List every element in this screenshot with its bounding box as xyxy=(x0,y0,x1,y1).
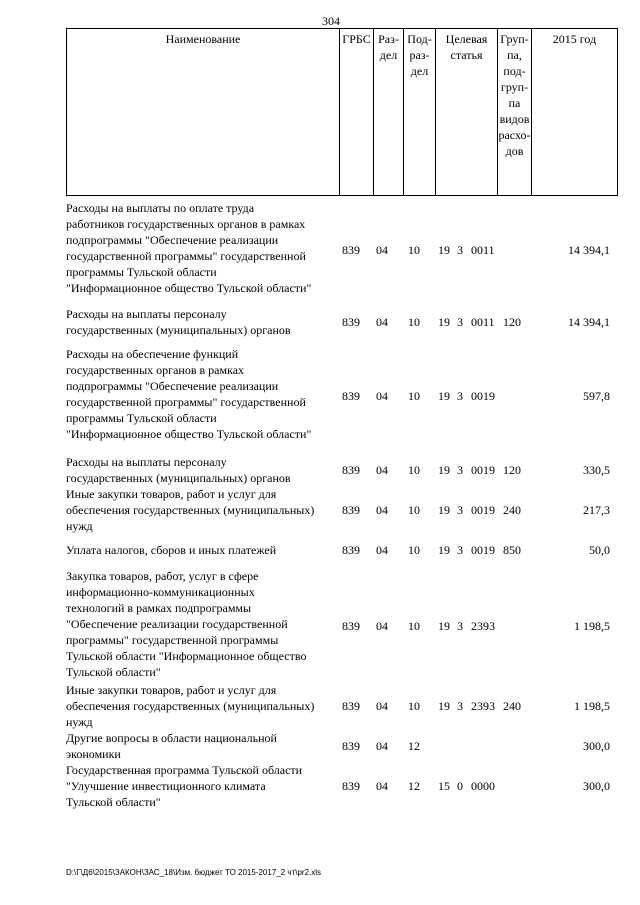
row-name-line: Расходы на выплаты по оплате труда xyxy=(66,201,255,215)
row-razdel: 04 xyxy=(376,779,388,793)
row-name-line: Тульской области "Информационное общество xyxy=(66,649,307,663)
row-amount: 1 198,5 xyxy=(574,619,610,633)
row-name-line: Уплата налогов, сборов и иных платежей xyxy=(66,543,277,557)
row-target-subprogram: 3 xyxy=(457,243,463,257)
row-target-code: 0019 xyxy=(471,543,495,557)
row-razdel: 04 xyxy=(376,463,388,477)
row-target-program: 15 xyxy=(438,779,450,793)
row-expense-group: 240 xyxy=(503,699,521,713)
row-grbs: 839 xyxy=(342,243,360,257)
row-target-subprogram: 3 xyxy=(457,543,463,557)
row-razdel: 04 xyxy=(376,389,388,403)
file-path-footer: D:\Г\Д6\2015\ЗАКОН\ЗАС_18\Изм. бюджет ТО 2015-2017_2 чт\pr2.xls xyxy=(66,868,322,877)
header-podrazdel-line: дел xyxy=(410,64,429,78)
row-target-program: 19 xyxy=(438,315,450,329)
row-name-line: работников государственных органов в рамках xyxy=(66,217,306,231)
row-target-code: 0019 xyxy=(471,463,495,477)
row-name xyxy=(66,730,338,762)
row-target-program: 19 xyxy=(438,543,450,557)
row-name-line: обеспечения государственных (муниципальных) xyxy=(66,503,315,517)
header-year xyxy=(531,29,617,195)
row-target-code: 0011 xyxy=(471,315,495,329)
row-name-line: программы Тульской области xyxy=(66,411,217,425)
row-name-line: обеспечения государственных (муниципальных) xyxy=(66,699,315,713)
row-name-line: Тульской области" xyxy=(66,795,161,809)
row-podrazdel: 10 xyxy=(408,503,420,517)
row-grbs: 839 xyxy=(342,739,360,753)
row-grbs: 839 xyxy=(342,463,360,477)
row-grbs: 839 xyxy=(342,543,360,557)
header-razdel-line: Раз- xyxy=(378,32,399,46)
header-group-line: па xyxy=(508,96,521,110)
row-name-line: государственных органов в рамках xyxy=(66,363,245,377)
row-name-line: программы Тульской области xyxy=(66,265,217,279)
row-target-program: 19 xyxy=(438,503,450,517)
row-razdel: 04 xyxy=(376,315,388,329)
header-group-line: дов xyxy=(505,144,524,158)
row-podrazdel: 10 xyxy=(408,699,420,713)
row-podrazdel: 10 xyxy=(408,463,420,477)
header-group xyxy=(497,29,531,195)
row-name-line: Расходы на обеспечение функций xyxy=(66,347,239,361)
row-name-line: Другие вопросы в области национальной xyxy=(66,731,277,745)
row-name-line: государственных (муниципальных) органов xyxy=(66,323,291,337)
row-name-line: нужд xyxy=(66,715,93,729)
row-name-line: "Обеспечение реализации государственной xyxy=(66,617,288,631)
row-target-code: 0019 xyxy=(471,503,495,517)
header-target-line: статья xyxy=(450,48,483,62)
row-razdel: 04 xyxy=(376,243,388,257)
row-razdel: 04 xyxy=(376,503,388,517)
header-group-line: расхо- xyxy=(498,128,531,142)
row-podrazdel: 12 xyxy=(408,779,420,793)
row-target-program: 19 xyxy=(438,699,450,713)
header-podrazdel xyxy=(403,29,435,195)
row-target-subprogram: 3 xyxy=(457,503,463,517)
row-razdel: 04 xyxy=(376,739,388,753)
row-name-line: государственных (муниципальных) органов xyxy=(66,471,291,485)
row-target-code: 2393 xyxy=(471,699,495,713)
row-podrazdel: 10 xyxy=(408,543,420,557)
row-name-line: Закупка товаров, работ, услуг в сфере xyxy=(66,569,259,583)
row-name-line: государственной программы" государственной xyxy=(66,249,306,263)
row-name-line: Иные закупки товаров, работ и услуг для xyxy=(66,683,277,697)
row-target-code: 0019 xyxy=(471,389,495,403)
row-razdel: 04 xyxy=(376,699,388,713)
header-grbs-label: ГРБС xyxy=(342,32,371,46)
row-name xyxy=(66,762,338,810)
row-target-program: 19 xyxy=(438,463,450,477)
row-target-subprogram: 3 xyxy=(457,699,463,713)
row-name xyxy=(66,346,338,442)
row-amount: 300,0 xyxy=(583,739,610,753)
header-group-line: видов xyxy=(499,112,530,126)
row-target-subprogram: 3 xyxy=(457,389,463,403)
row-name xyxy=(66,568,338,680)
row-grbs: 839 xyxy=(342,779,360,793)
row-target-program: 19 xyxy=(438,243,450,257)
row-name-line: нужд xyxy=(66,519,93,533)
row-name xyxy=(66,486,338,534)
row-expense-group: 850 xyxy=(503,543,521,557)
row-expense-group: 240 xyxy=(503,503,521,517)
row-name-line: экономики xyxy=(66,747,121,761)
row-name-line: "Улучшение инвестиционного климата xyxy=(66,779,266,793)
row-razdel: 04 xyxy=(376,619,388,633)
row-expense-group: 120 xyxy=(503,315,521,329)
header-podrazdel-line: раз- xyxy=(409,48,430,62)
row-target-code: 0000 xyxy=(471,779,495,793)
row-target-subprogram: 3 xyxy=(457,619,463,633)
row-name xyxy=(66,682,338,730)
row-amount: 14 394,1 xyxy=(568,243,610,257)
row-grbs: 839 xyxy=(342,699,360,713)
row-target-code: 2393 xyxy=(471,619,495,633)
header-podrazdel-line: Под- xyxy=(407,32,432,46)
header-grbs xyxy=(339,29,373,195)
row-target-subprogram: 3 xyxy=(457,463,463,477)
row-name-line: программы" государственной программы xyxy=(66,633,279,647)
header-group-line: па, xyxy=(507,48,522,62)
row-target-code: 0011 xyxy=(471,243,495,257)
row-target-program: 19 xyxy=(438,389,450,403)
row-name xyxy=(66,542,338,558)
page-number: 304 xyxy=(322,14,340,28)
row-grbs: 839 xyxy=(342,389,360,403)
header-name xyxy=(67,29,339,195)
row-name-line: информационно-коммуникационных xyxy=(66,585,255,599)
row-target-subprogram: 3 xyxy=(457,315,463,329)
row-target-subprogram: 0 xyxy=(457,779,463,793)
row-amount: 597,8 xyxy=(583,389,610,403)
header-target xyxy=(435,29,497,195)
row-razdel: 04 xyxy=(376,543,388,557)
header-group-line: Груп- xyxy=(500,32,529,46)
row-name-line: Расходы на выплаты персоналу xyxy=(66,307,227,321)
header-target-line: Целевая xyxy=(445,32,488,46)
header-year-label: 2015 год xyxy=(552,32,597,46)
row-name-line: подпрограммы "Обеспечение реализации xyxy=(66,379,279,393)
header-razdel xyxy=(373,29,403,195)
row-name xyxy=(66,306,338,338)
row-name xyxy=(66,454,338,486)
row-name-line: "Информационное общество Тульской области" xyxy=(66,281,312,295)
table-header xyxy=(66,28,618,196)
header-group-line: под- xyxy=(503,64,526,78)
row-podrazdel: 10 xyxy=(408,389,420,403)
row-podrazdel: 10 xyxy=(408,243,420,257)
row-name-line: "Информационное общество Тульской области" xyxy=(66,427,312,441)
header-name-label: Наименование xyxy=(165,32,241,46)
row-grbs: 839 xyxy=(342,619,360,633)
row-amount: 14 394,1 xyxy=(568,315,610,329)
row-amount: 217,3 xyxy=(583,503,610,517)
row-name-line: Расходы на выплаты персоналу xyxy=(66,455,227,469)
row-name-line: подпрограммы "Обеспечение реализации xyxy=(66,233,279,247)
row-amount: 1 198,5 xyxy=(574,699,610,713)
header-group-line: груп- xyxy=(500,80,529,94)
row-podrazdel: 10 xyxy=(408,315,420,329)
row-name-line: Иные закупки товаров, работ и услуг для xyxy=(66,487,277,501)
row-name-line: Тульской области" xyxy=(66,665,161,679)
row-grbs: 839 xyxy=(342,503,360,517)
row-name-line: Государственная программа Тульской области xyxy=(66,763,303,777)
row-expense-group: 120 xyxy=(503,463,521,477)
row-podrazdel: 12 xyxy=(408,739,420,753)
row-name-line: технологий в рамках подпрограммы xyxy=(66,601,252,615)
row-target-program: 19 xyxy=(438,619,450,633)
header-razdel-line: дел xyxy=(379,48,398,62)
row-amount: 50,0 xyxy=(589,543,610,557)
row-name xyxy=(66,200,338,296)
row-grbs: 839 xyxy=(342,315,360,329)
row-amount: 330,5 xyxy=(583,463,610,477)
row-amount: 300,0 xyxy=(583,779,610,793)
row-name-line: государственной программы" государственной xyxy=(66,395,306,409)
row-podrazdel: 10 xyxy=(408,619,420,633)
